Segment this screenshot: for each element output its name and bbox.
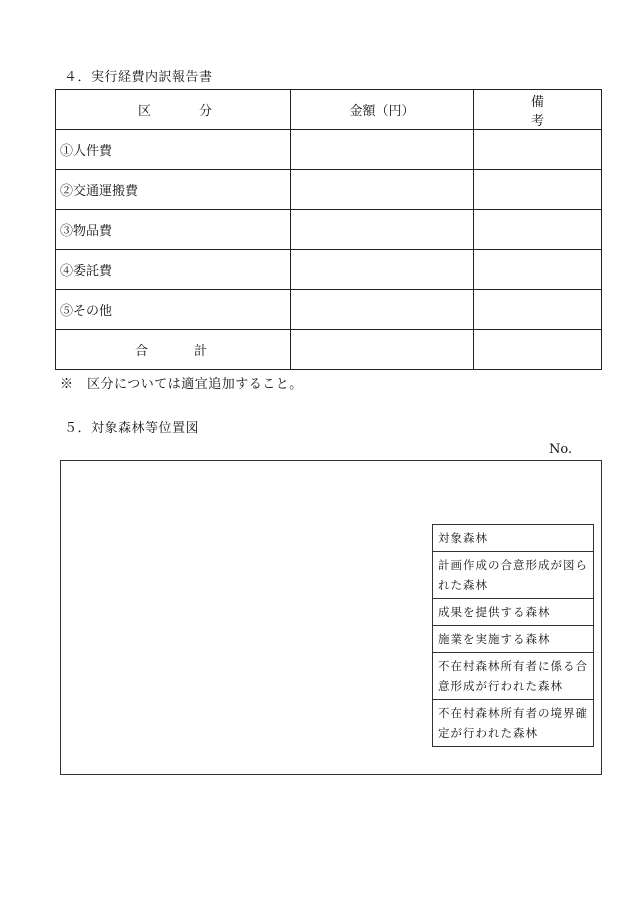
- table-row: [56, 170, 602, 210]
- legend-item: 計画作成の合意形成が図られた森林: [433, 552, 594, 599]
- total-remarks-cell: [474, 330, 602, 370]
- expense-table: [55, 89, 602, 370]
- amount-cell: [291, 170, 474, 210]
- legend-item: 不在村森林所有者の境界確定が行われた森林: [433, 700, 594, 747]
- legend-item: 対象森林: [433, 525, 594, 552]
- total-label: 合計: [56, 330, 291, 370]
- row-label: ②交通運搬費: [56, 170, 291, 210]
- remarks-cell: [474, 170, 602, 210]
- amount-cell: [291, 290, 474, 330]
- section-5-heading: ５．対象森林等位置図: [64, 421, 200, 436]
- remarks-cell: [474, 250, 602, 290]
- row-label: ①人件費: [56, 130, 291, 170]
- amount-cell: [291, 210, 474, 250]
- legend-item: 不在村森林所有者に係る合意形成が行われた森林: [433, 653, 594, 700]
- legend-item: 施業を実施する森林: [433, 626, 594, 653]
- table-header-row: [56, 90, 602, 130]
- row-label: ③物品費: [56, 210, 291, 250]
- table-row: [56, 290, 602, 330]
- map-legend: [432, 524, 594, 747]
- table-row: [56, 210, 602, 250]
- header-remarks: 備考: [474, 90, 602, 130]
- amount-cell: [291, 130, 474, 170]
- total-row: [56, 330, 602, 370]
- row-label: ⑤その他: [56, 290, 291, 330]
- header-category: 区分: [56, 90, 291, 130]
- number-label: No.: [549, 442, 573, 457]
- amount-cell: [291, 250, 474, 290]
- header-amount: 金額（円）: [291, 90, 474, 130]
- legend-item: 成果を提供する森林: [433, 599, 594, 626]
- total-amount-cell: [291, 330, 474, 370]
- category-note: ※ 区分については適宜追加すること。: [60, 377, 303, 392]
- remarks-cell: [474, 290, 602, 330]
- section-4-heading: ４．実行経費内訳報告書: [64, 70, 213, 85]
- row-label: ④委託費: [56, 250, 291, 290]
- table-row: [56, 250, 602, 290]
- table-row: [56, 130, 602, 170]
- remarks-cell: [474, 130, 602, 170]
- remarks-cell: [474, 210, 602, 250]
